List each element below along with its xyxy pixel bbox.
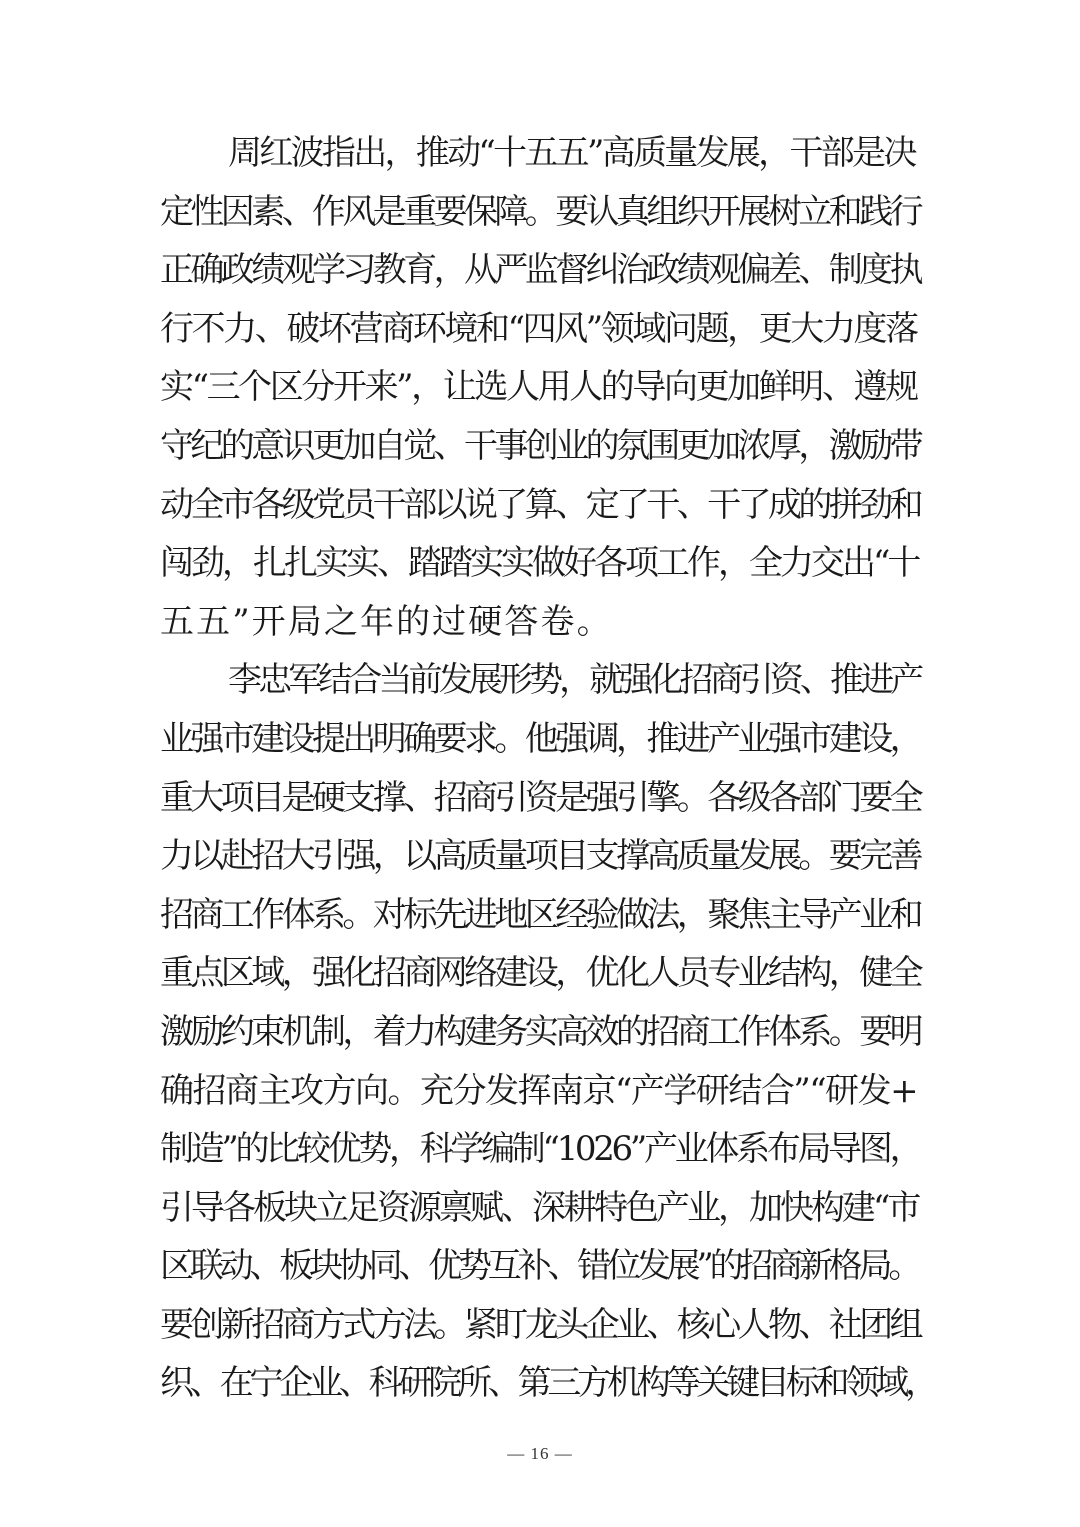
paragraph-2 bbox=[160, 651, 935, 1413]
text-line: 行不力、破坏营商环境和“四风”领域问题，更大力度落 bbox=[160, 308, 917, 349]
text-line: 重大项目是硬支撑、招商引资是强引擎。各级各部门要全 bbox=[160, 777, 920, 818]
text-line: 确招商主攻方向。充分发挥南京“产学研结合”“研发+ bbox=[160, 1070, 918, 1111]
text-line: 区联动、板块协同、优势互补、错位发展”的招商新格局。 bbox=[160, 1246, 919, 1287]
text-line: 李忠军结合当前发展形势，就强化招商引资、推进产 bbox=[228, 660, 921, 701]
text-line: 重点区域，强化招商网络建设，优化人员专业结构，健全 bbox=[160, 953, 920, 994]
text-line: 五五”开局之年的过硬答卷。 bbox=[160, 601, 613, 642]
text-line: 要创新招商方式方法。紧盯龙头企业、核心人物、社团组 bbox=[160, 1304, 920, 1345]
text-line: 定性因素、作风是重要保障。要认真组织开展树立和践行 bbox=[160, 191, 920, 232]
text-line: 周红波指出，推动“十五五”高质量发展，干部是决 bbox=[228, 133, 915, 173]
text-line: 招商工作体系。对标先进地区经验做法，聚焦主导产业和 bbox=[160, 894, 920, 935]
text-line: 闯劲，扎扎实实、踏踏实实做好各项工作，全力交出“十 bbox=[160, 543, 919, 584]
text-line: 动全市各级党员干部以说了算、定了干、干了成的拼劲和 bbox=[160, 484, 920, 525]
text-line: 正确政绩观学习教育，从严监督纠治政绩观偏差、制度执 bbox=[160, 250, 920, 291]
text-line: 力以赴招大引强，以高质量项目支撑高质量发展。要完善 bbox=[160, 836, 920, 877]
text-line: 业强市建设提出明确要求。他强调，推进产业强市建设， bbox=[160, 718, 920, 759]
text-line: 织、在宁企业、科研院所、第三方机构等关键目标和领域， bbox=[160, 1363, 935, 1404]
text-line: 引导各板块立足资源禀赋、深耕特色产业，加快构建“市 bbox=[160, 1187, 919, 1228]
document-body bbox=[160, 124, 935, 1413]
text-line: 制造”的比较优势，科学编制“1026”产业体系布局导图， bbox=[160, 1129, 921, 1170]
text-line: 激励约束机制，着力构建务实高效的招商工作体系。要明 bbox=[160, 1011, 920, 1052]
paragraph-1 bbox=[160, 124, 920, 651]
page-number: — 16 — bbox=[507, 1444, 573, 1463]
text-line: 实“三个区分开来”，让选人用人的导向更加鲜明、遵规 bbox=[160, 367, 917, 408]
text-line: 守纪的意识更加自觉、干事创业的氛围更加浓厚，激励带 bbox=[160, 425, 920, 466]
